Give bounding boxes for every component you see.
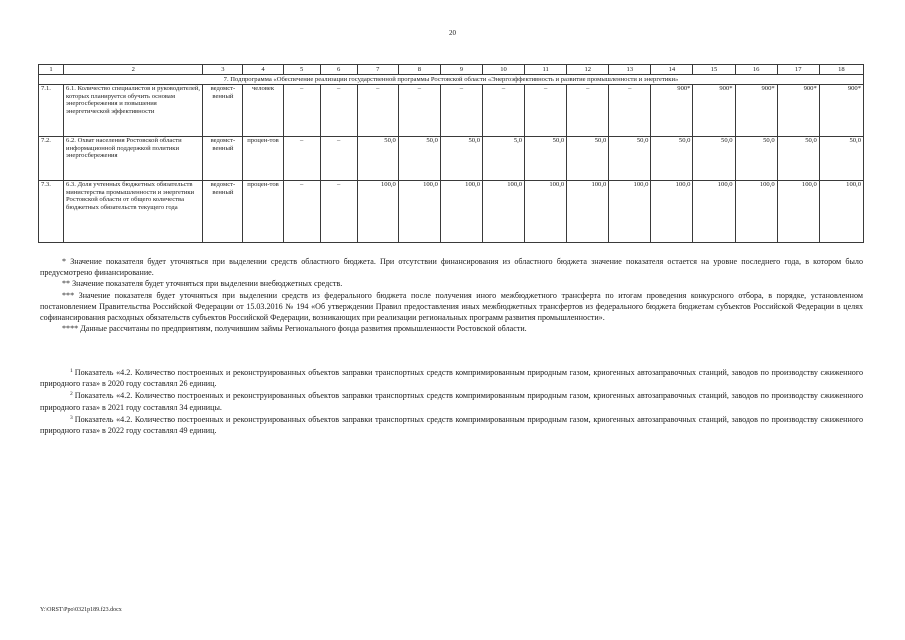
value-cell: – (398, 85, 440, 137)
value-cell: 50,0 (357, 137, 398, 181)
value-cell: – (567, 85, 609, 137)
value-cell: – (283, 85, 320, 137)
column-number: 13 (609, 65, 651, 75)
value-cell: 900* (735, 85, 777, 137)
column-number: 10 (483, 65, 525, 75)
value-cell: 100,0 (819, 181, 863, 243)
value-cell: – (283, 181, 320, 243)
value-cell: – (357, 85, 398, 137)
row-number: 7.2. (39, 137, 64, 181)
indicator-name: 6.1. Количество специалистов и руководителей, которых планируется обучить основам энергосбережения и повышения энергетической эффективности (64, 85, 203, 137)
value-cell: – (283, 137, 320, 181)
value-cell: 50,0 (567, 137, 609, 181)
column-number: 8 (398, 65, 440, 75)
value-cell: 100,0 (483, 181, 525, 243)
value-cell: 100,0 (651, 181, 693, 243)
column-number: 11 (525, 65, 567, 75)
column-number: 3 (203, 65, 243, 75)
indicator-name: 6.2. Охват населения Ростовской области информационной поддержкой политики энергосбережения (64, 137, 203, 181)
footnote-text: Показатель «4.2. Количество построенных и реконструированных объектов заправки транспортных средств компримированным природным газом, криогенных автозаправочных станций, заводов по производству сжиженного природного газа» в 2022 году составлял 49 единиц. (40, 414, 863, 436)
unit: человек (243, 85, 283, 137)
value-cell: 100,0 (693, 181, 735, 243)
value-cell: 5,0 (483, 137, 525, 181)
note-quadruple-asterisk: **** Данные рассчитаны по предприятиям, получившим займы Регионального фонда развития промышленности Ростовской области. (62, 324, 527, 334)
column-number: 1 (39, 65, 64, 75)
table-row (39, 137, 864, 181)
note-triple-asterisk: *** Значение показателя будет уточняться при выделении средств из федерального бюджета после получения иного межбюджетного трансферта по итогам проведения конкурсного отбора, в порядке, установленном постановлением Правительства Российской Федерации от 15.03.2016 № 194 «Об утверждении Правил предоставления иных межбюджетных трансфертов из федерального бюджета бюджетам субъектов Российской Федерации в целях софинансирования расходных обязательств субъектов Российской Федерации, возникающих при реализации региональных программ развития промышленности». (40, 290, 863, 323)
value-cell: 50,0 (819, 137, 863, 181)
value-cell: 900* (651, 85, 693, 137)
indicator-type: ведомст-венный (203, 85, 243, 137)
row-number: 7.3. (39, 181, 64, 243)
table-row (39, 85, 864, 137)
value-cell: – (320, 85, 357, 137)
value-cell: 50,0 (609, 137, 651, 181)
table-body (39, 85, 864, 243)
footnote (40, 366, 863, 389)
value-cell: 50,0 (777, 137, 819, 181)
value-cell: 50,0 (398, 137, 440, 181)
value-cell: 100,0 (398, 181, 440, 243)
value-cell: 100,0 (567, 181, 609, 243)
value-cell: – (483, 85, 525, 137)
page-number: 20 (449, 29, 456, 37)
footnote-mark: 2 (70, 391, 73, 398)
column-number: 17 (777, 65, 819, 75)
column-number-row (39, 65, 864, 75)
note-single-asterisk: * Значение показателя будет уточняться при выделении средств областного бюджета. При отсутствии финансирования из областного бюджета значение показателя остается на уровне последнего года, в котором было предусмотрено финансирование. (40, 257, 863, 278)
unit: процен-тов (243, 137, 283, 181)
column-number: 2 (64, 65, 203, 75)
footnote (40, 413, 863, 436)
value-cell: 50,0 (440, 137, 482, 181)
value-cell: 50,0 (651, 137, 693, 181)
indicator-type: ведомст-венный (203, 137, 243, 181)
column-number: 12 (567, 65, 609, 75)
value-cell: 900* (819, 85, 863, 137)
unit: процен-тов (243, 181, 283, 243)
footnotes (40, 366, 863, 436)
column-number: 5 (283, 65, 320, 75)
column-number: 6 (320, 65, 357, 75)
footnote-mark: 1 (70, 368, 73, 374)
value-cell: 900* (693, 85, 735, 137)
indicator-type: ведомст-венный (203, 181, 243, 243)
value-cell: 100,0 (735, 181, 777, 243)
value-cell: 100,0 (777, 181, 819, 243)
value-cell: 50,0 (735, 137, 777, 181)
value-cell: – (525, 85, 567, 137)
value-cell: – (609, 85, 651, 137)
section-title: 7. Подпрограмма «Обеспечение реализации государственной программы Ростовской области «Энергоэффективность и развитие промышленности и энергетики» (39, 75, 864, 85)
column-number: 4 (243, 65, 283, 75)
value-cell: 100,0 (357, 181, 398, 243)
value-cell: 100,0 (609, 181, 651, 243)
value-cell: 900* (777, 85, 819, 137)
value-cell: 100,0 (440, 181, 482, 243)
column-number: 15 (693, 65, 735, 75)
table-notes (40, 256, 863, 334)
footnote-text: Показатель «4.2. Количество построенных и реконструированных объектов заправки транспортных средств компримированным природным газом, криогенных автозаправочных станций, заводов по производству сжиженного природного газа» в 2021 году составлял 34 единицы. (40, 391, 863, 412)
value-cell: 50,0 (525, 137, 567, 181)
note-double-asterisk: ** Значение показателя будет уточняться при выделении внебюджетных средств. (62, 279, 343, 289)
file-path: Y:\ORST\Ppo\0321p189.f23.docx (40, 607, 122, 613)
column-number: 7 (357, 65, 398, 75)
footnote-mark: 3 (70, 414, 73, 421)
indicator-name: 6.3. Доля учтенных бюджетных обязательств министерства промышленности и энергетики Ростовской области от общего количества бюджетных обязательств текущего года (64, 181, 203, 243)
value-cell: 100,0 (525, 181, 567, 243)
column-number: 16 (735, 65, 777, 75)
value-cell: – (320, 137, 357, 181)
column-number: 18 (819, 65, 863, 75)
value-cell: 50,0 (693, 137, 735, 181)
value-cell: – (320, 181, 357, 243)
indicators-table (38, 64, 864, 243)
row-number: 7.1. (39, 85, 64, 137)
table-row (39, 181, 864, 243)
column-number: 9 (440, 65, 482, 75)
footnote-text: Показатель «4.2. Количество построенных и реконструированных объектов заправки транспортных средств компримированным природным газом, криогенных автозаправочных станций, заводов по производству сжиженного природного газа» в 2020 году составлял 26 единиц. (40, 368, 863, 389)
section-row (39, 75, 864, 85)
value-cell: – (440, 85, 482, 137)
column-number: 14 (651, 65, 693, 75)
footnote (40, 389, 863, 412)
